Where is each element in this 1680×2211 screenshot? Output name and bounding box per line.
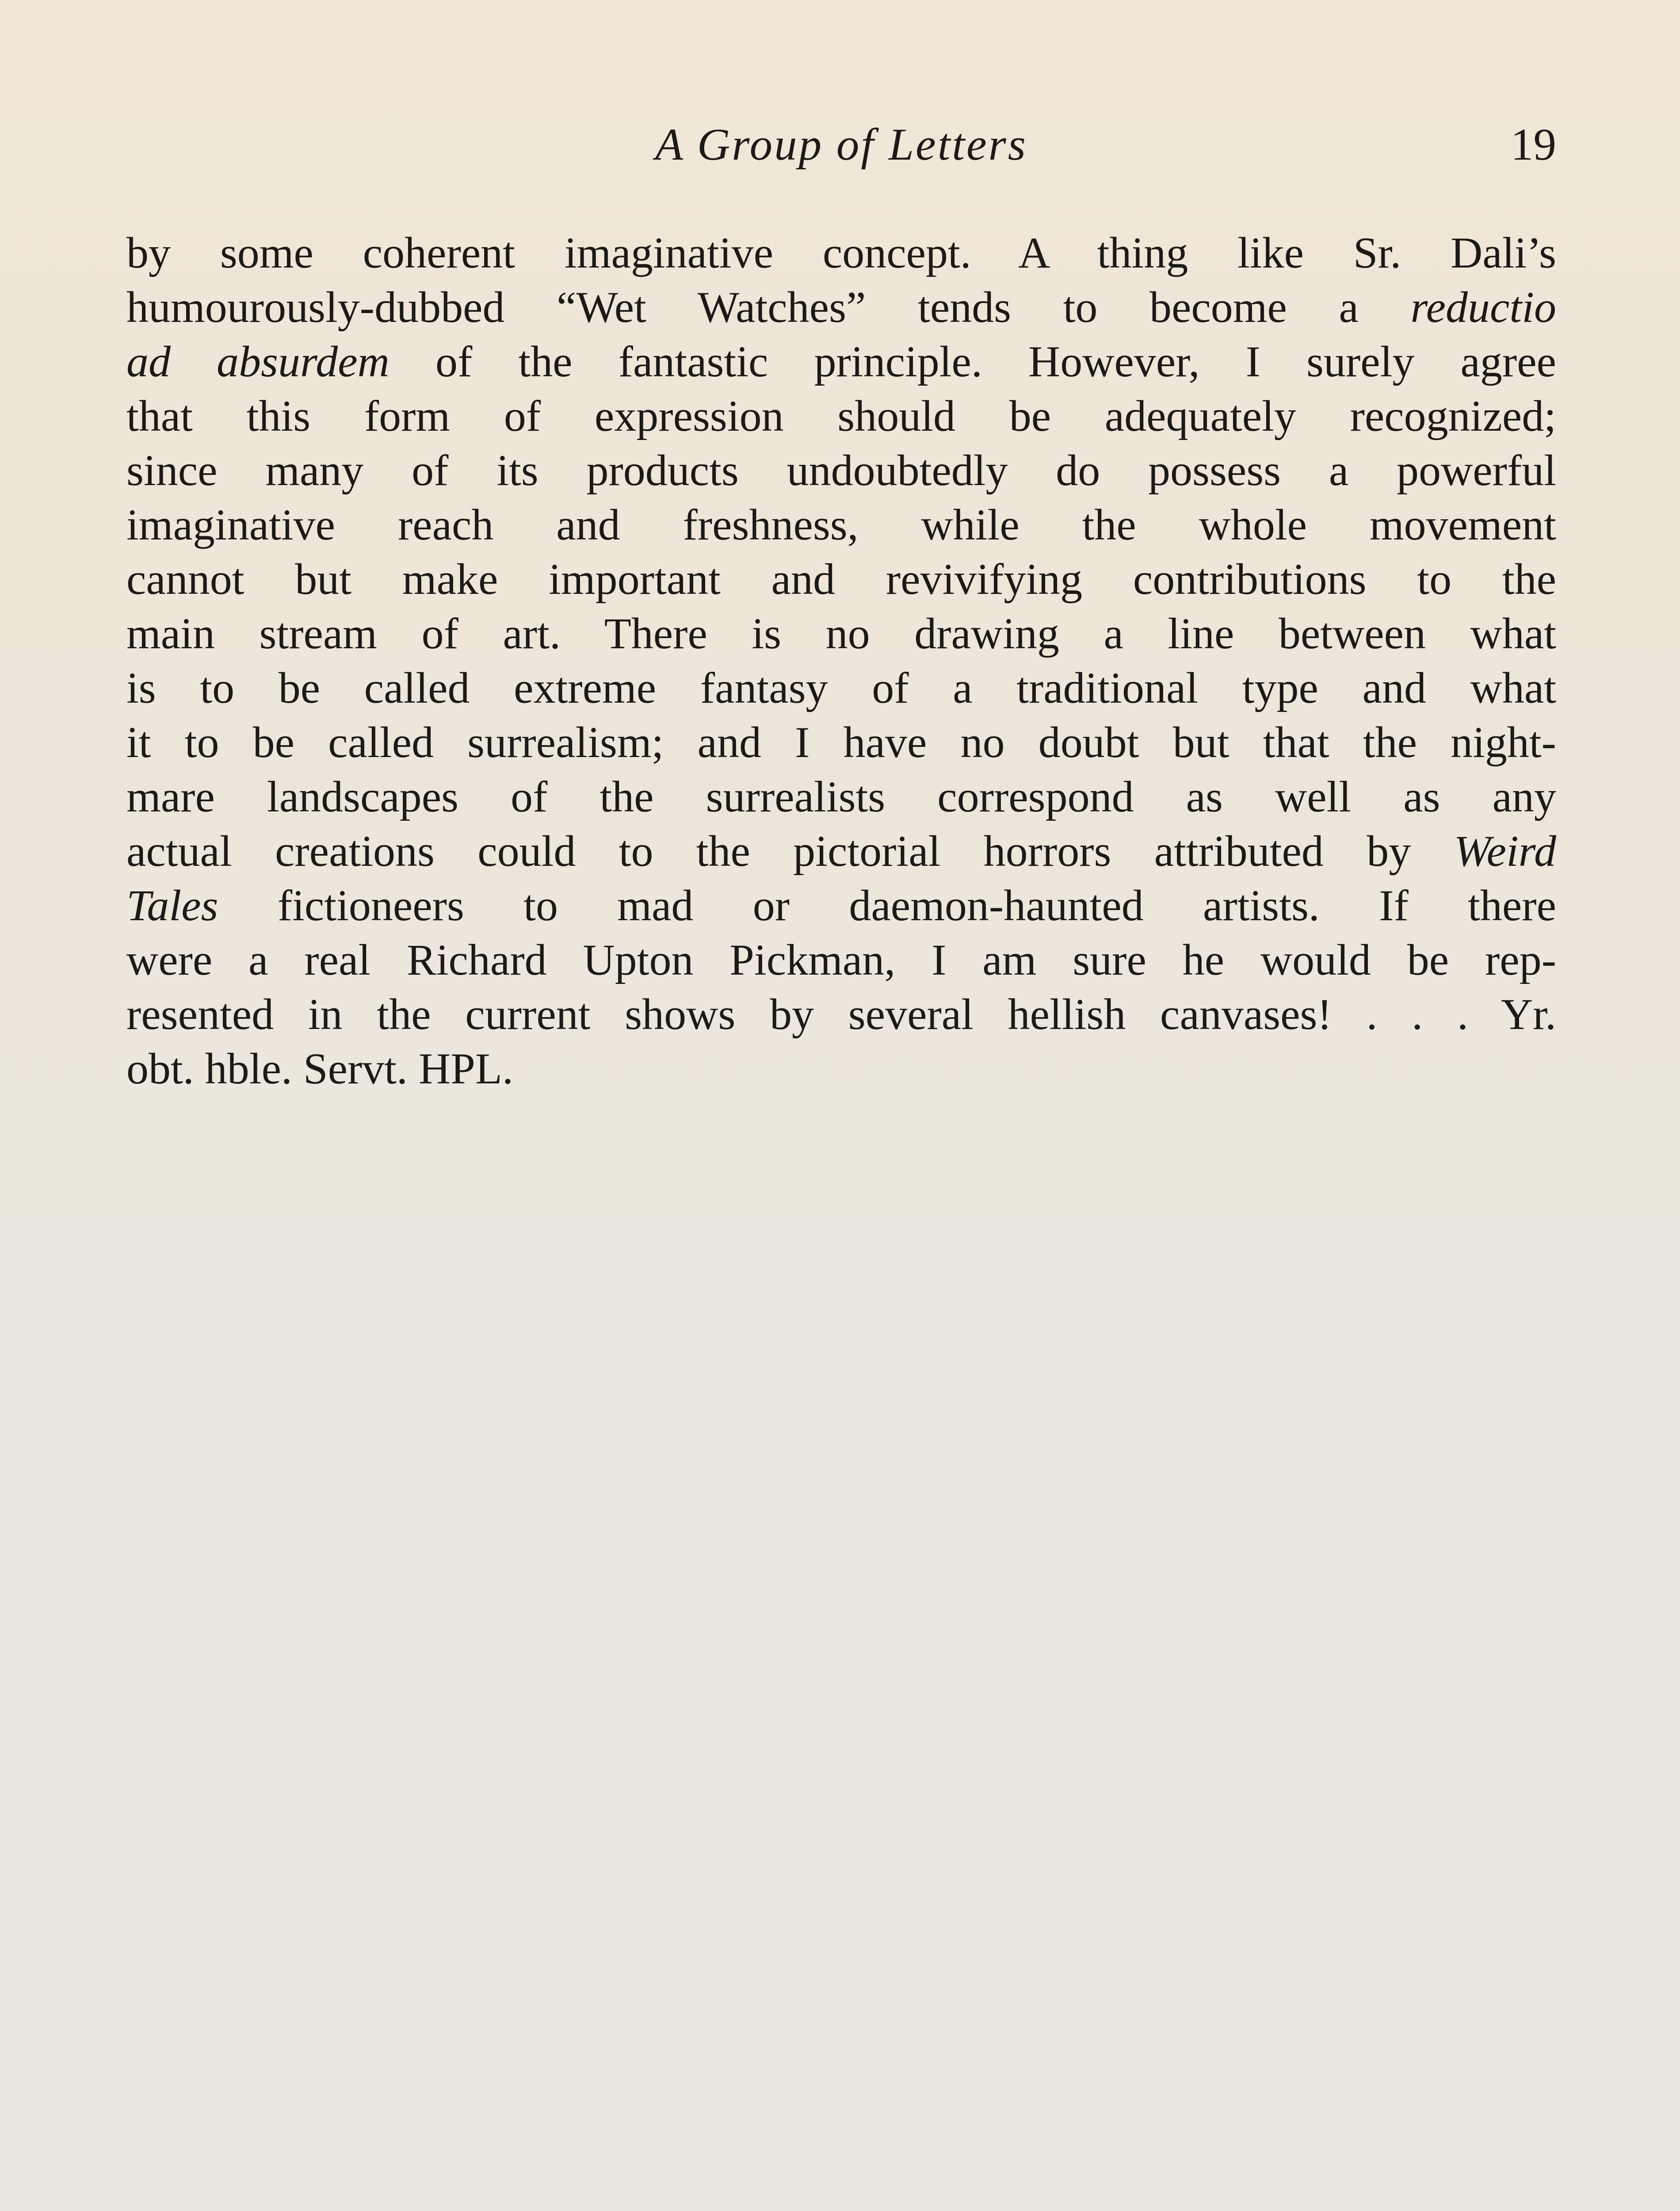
italic-text-run: ad absurdem [126, 337, 389, 386]
text-line [126, 552, 1556, 606]
text-run: actual creations could to the pictorial horrors attributed by [126, 826, 1454, 876]
italic-text-run: reductio [1410, 283, 1556, 332]
text-line [126, 389, 1556, 443]
text-line [126, 769, 1556, 824]
text-run: obt. hble. Servt. HPL. [126, 1044, 513, 1093]
text-line [126, 824, 1556, 878]
text-line [126, 226, 1556, 280]
text-line [126, 661, 1556, 715]
text-line [126, 280, 1556, 334]
text-run: main stream of art. There is no drawing a line between what [126, 609, 1556, 658]
text-line [126, 334, 1556, 389]
text-run: were a real Richard Upton Pickman, I am sure he would be rep- [126, 935, 1556, 984]
text-run: is to be called extreme fantasy of a traditional type and what [126, 663, 1556, 712]
page-number: 19 [1511, 119, 1556, 170]
text-run: of the fantastic principle. However, I surely agree [389, 337, 1556, 386]
italic-text-run: Weird [1454, 826, 1556, 876]
letter-body-text [126, 226, 1556, 1096]
text-line [126, 715, 1556, 769]
page-header [126, 116, 1556, 173]
text-run: since many of its products undoubtedly do possess a powerful [126, 446, 1556, 495]
running-title: A Group of Letters [655, 119, 1027, 170]
text-run: mare landscapes of the surrealists correspond as well as any [126, 772, 1556, 821]
text-run: by some coherent imaginative concept. A thing like Sr. Dali’s [126, 228, 1556, 277]
italic-text-run: Tales [126, 881, 218, 930]
text-line [126, 878, 1556, 933]
text-run: resented in the current shows by several hellish canvases! . . . Yr. [126, 990, 1556, 1039]
text-line [126, 1041, 1556, 1096]
text-line [126, 987, 1556, 1041]
text-run: it to be called surrealism; and I have no doubt but that the night- [126, 718, 1556, 767]
text-line [126, 443, 1556, 497]
text-run: imaginative reach and freshness, while the whole movement [126, 500, 1556, 549]
text-run: humourously-dubbed “Wet Watches” tends to become a [126, 283, 1411, 332]
text-line [126, 497, 1556, 552]
text-run: cannot but make important and revivifying contributions to the [126, 555, 1556, 604]
text-line [126, 606, 1556, 661]
text-run: fictioneers to mad or daemon-haunted artists. If there [218, 881, 1556, 930]
text-run: that this form of expression should be adequately recognized; [126, 391, 1556, 440]
text-line [126, 933, 1556, 987]
